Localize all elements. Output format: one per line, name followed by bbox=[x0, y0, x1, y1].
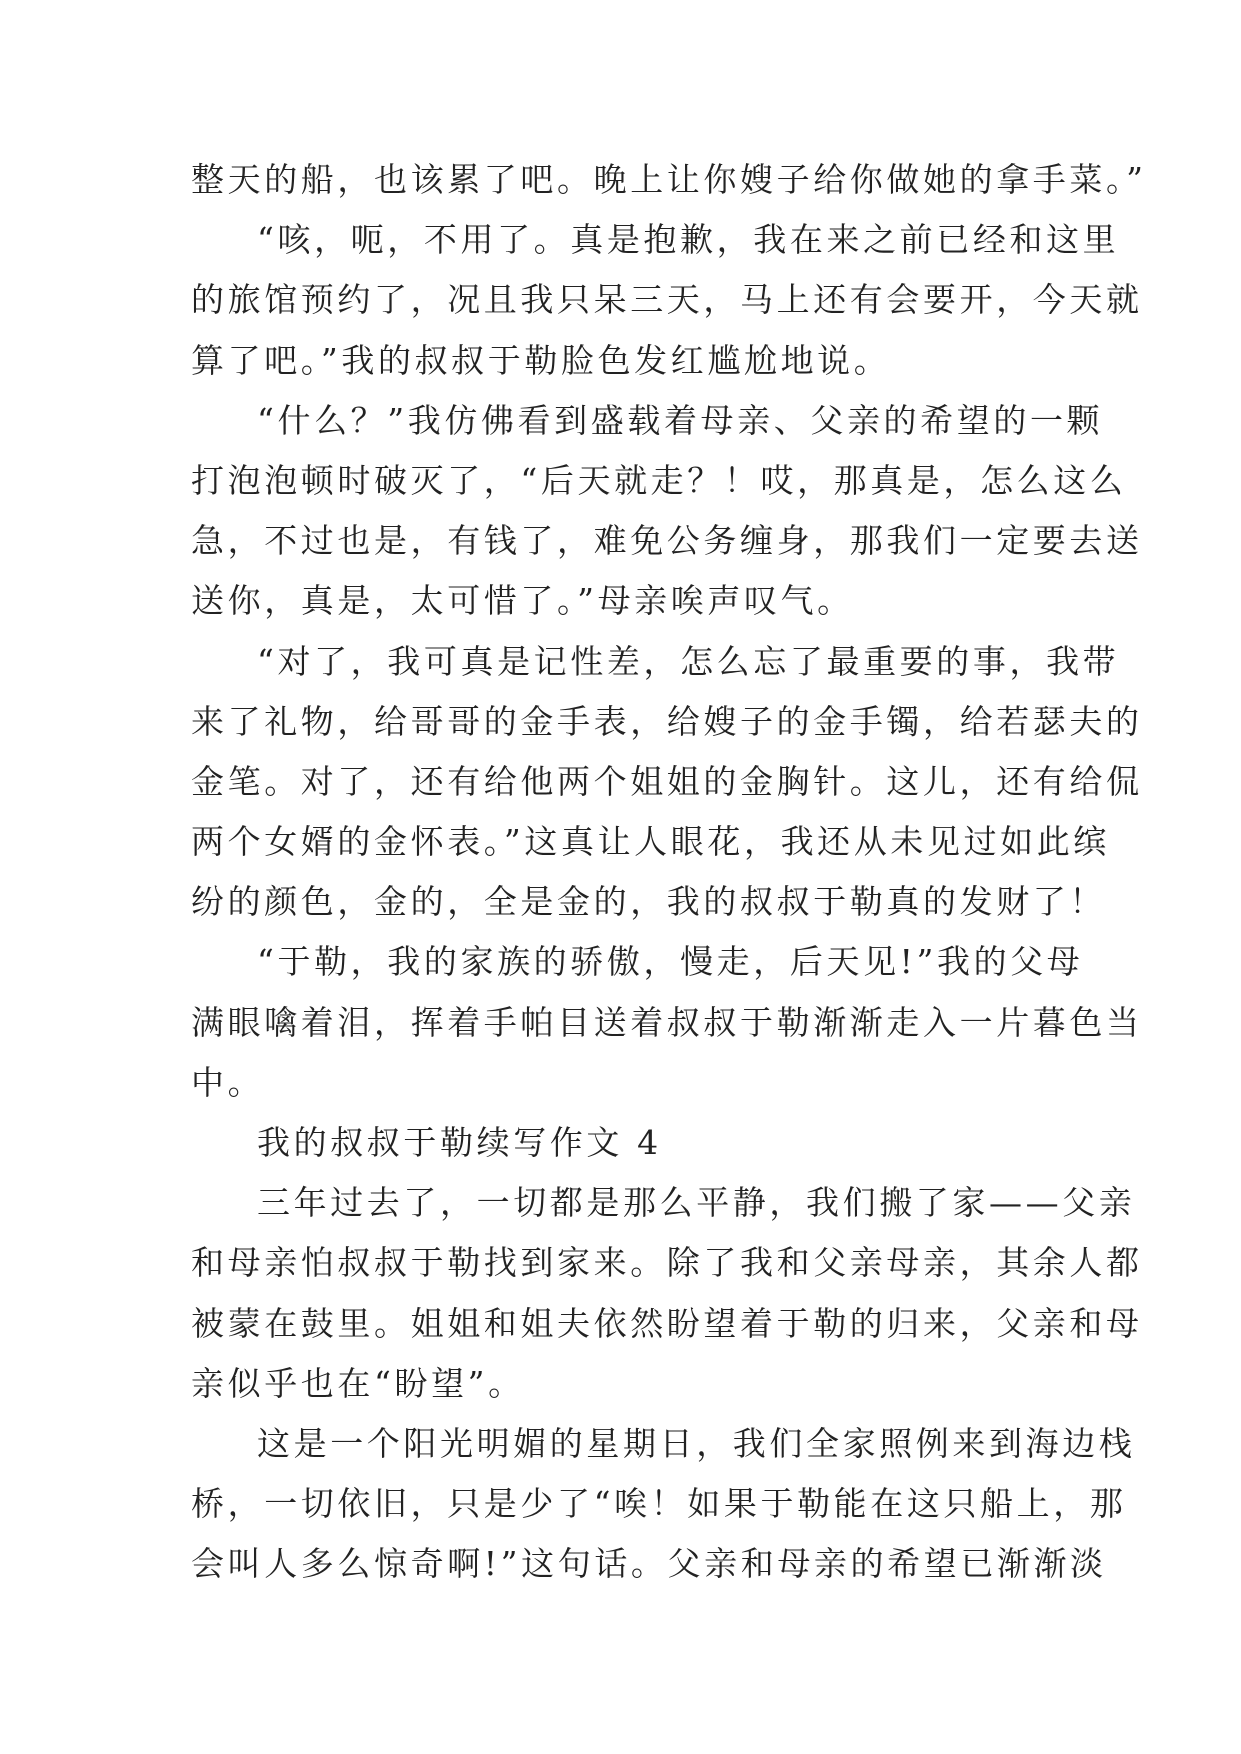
text-line: 整天的船，也该累了吧。晚上让你嫂子给你做她的拿手菜。” bbox=[191, 160, 1147, 199]
text-line: 送你，真是，太可惜了。”母亲唉声叹气。 bbox=[191, 581, 854, 621]
text-line: “对了，我可真是记性差，怎么忘了最重要的事，我带 bbox=[257, 641, 1120, 681]
text-line: “什么？”我仿佛看到盛载着母亲、父亲的希望的一颗 bbox=[257, 400, 1104, 440]
text-line: 算了吧。”我的叔叔于勒脸色发红尴尬地说。 bbox=[191, 340, 891, 380]
text-line: 急，不过也是，有钱了，难免公务缠身，那我们一定要去送 bbox=[191, 521, 1143, 561]
text-line: 被蒙在鼓里。姐姐和姐夫依然盼望着于勒的归来，父亲和母 bbox=[191, 1303, 1143, 1343]
text-line: “咳，呃，不用了。真是抱歉，我在来之前已经和这里 bbox=[257, 220, 1120, 260]
text-line: 中。 bbox=[191, 1062, 265, 1102]
text-line: 桥，一切依旧，只是少了“唉！如果于勒能在这只船上，那 bbox=[191, 1484, 1127, 1524]
text-line: 纷的颜色，金的，全是金的，我的叔叔于勒真的发财了！ bbox=[191, 882, 1106, 922]
text-line: 打泡泡顿时破灭了，“后天就走？！哎，那真是，怎么这么 bbox=[191, 460, 1127, 500]
text-line: 亲似乎也在“盼望”。 bbox=[191, 1363, 525, 1403]
text-line: 三年过去了，一切都是那么平静，我们搬了家——父亲 bbox=[257, 1183, 1136, 1223]
text-line: 金笔。对了，还有给他两个姐姐的金胸针。这儿，还有给侃 bbox=[191, 761, 1143, 801]
text-line: 两个女婿的金怀表。”这真让人眼花，我还从未见过如此缤 bbox=[191, 822, 1110, 862]
text-line: “于勒，我的家族的骄傲，慢走，后天见!”我的父母 bbox=[257, 942, 1084, 982]
text-line: 来了礼物，给哥哥的金手表，给嫂子的金手镯，给若瑟夫的 bbox=[191, 701, 1143, 741]
text-line: 会叫人多么惊奇啊!”这句话。父亲和母亲的希望已渐渐淡 bbox=[191, 1544, 1107, 1584]
text-line: 和母亲怕叔叔于勒找到家来。除了我和父亲母亲，其余人都 bbox=[191, 1243, 1143, 1283]
document-body bbox=[191, 150, 1147, 1595]
text-line: 的旅馆预约了，况且我只呆三天，马上还有会要开，今天就 bbox=[191, 280, 1143, 320]
text-line: 满眼噙着泪，挥着手帕目送着叔叔于勒渐渐走入一片暮色当 bbox=[191, 1002, 1143, 1042]
text-line: 这是一个阳光明媚的星期日，我们全家照例来到海边栈 bbox=[257, 1423, 1136, 1463]
section-heading: 我的叔叔于勒续写作文 4 bbox=[257, 1123, 662, 1162]
